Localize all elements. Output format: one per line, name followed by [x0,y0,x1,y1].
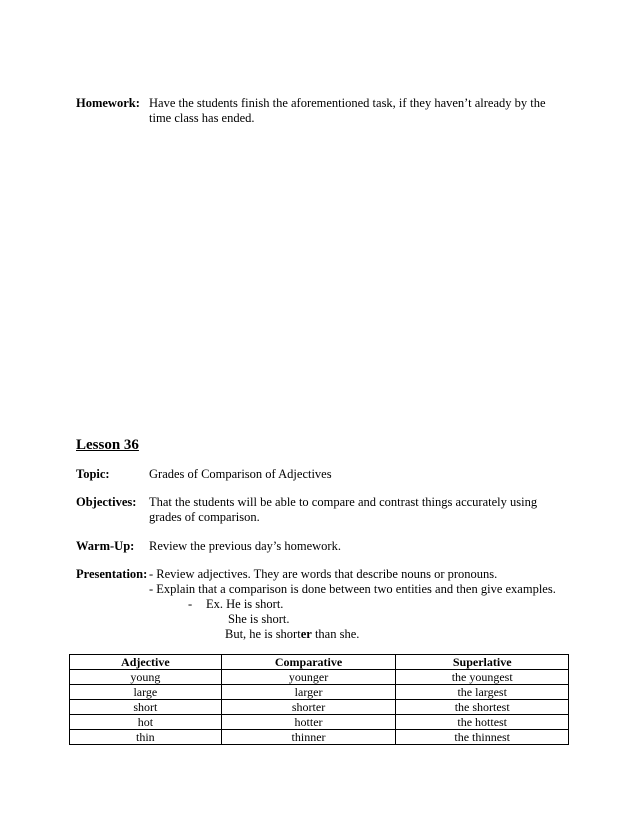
example-line-3 [225,627,359,642]
example-line-1: Ex. He is short. [206,597,284,611]
example-line-3-start: But, he is short [225,627,301,641]
cell-adjective: short [70,700,222,715]
cell-comparative: shorter [221,700,396,715]
cell-comparative: younger [221,670,396,685]
cell-superlative: the thinnest [396,730,569,745]
warmup-text: Review the previous day’s homework. [149,539,341,553]
cell-adjective: young [70,670,222,685]
warmup-label: Warm-Up: [76,539,135,553]
table-row [70,730,569,745]
table-header-row [70,655,569,670]
header-adjective: Adjective [70,655,222,670]
topic-text: Grades of Comparison of Adjectives [149,467,332,481]
cell-superlative: the shortest [396,700,569,715]
header-superlative: Superlative [396,655,569,670]
cell-superlative: the hottest [396,715,569,730]
presentation-label: Presentation: [76,567,148,581]
objectives-label: Objectives: [76,495,137,509]
cell-adjective: large [70,685,222,700]
cell-adjective: hot [70,715,222,730]
table-row [70,715,569,730]
cell-superlative: the youngest [396,670,569,685]
example-line-3-end: than she. [311,627,360,641]
objectives-text: That the students will be able to compare and contrast things accurately using grades of comparison. [149,495,538,524]
cell-superlative: the largest [396,685,569,700]
example-line-3-suffix: er [300,627,312,641]
presentation-line-1: - Review adjectives. They are words that describe nouns or pronouns. [149,567,498,581]
table-row [70,685,569,700]
cell-adjective: thin [70,730,222,745]
topic-label: Topic: [76,467,110,481]
presentation-line-2: - Explain that a comparison is done between two entities and then give examples. [149,582,556,596]
table-row [70,670,569,685]
comparison-table [69,654,569,745]
lesson-title: Lesson 36 [76,437,139,453]
cell-comparative: larger [221,685,396,700]
homework-label: Homework: [76,96,140,110]
cell-comparative: thinner [221,730,396,745]
header-comparative: Comparative [221,655,396,670]
cell-comparative: hotter [221,715,396,730]
example-dash: - [188,597,193,611]
table-row [70,700,569,715]
example-line-2: She is short. [228,612,290,626]
homework-text: Have the students finish the aforementioned task, if they haven’t already by the time class has ended. [149,96,546,125]
